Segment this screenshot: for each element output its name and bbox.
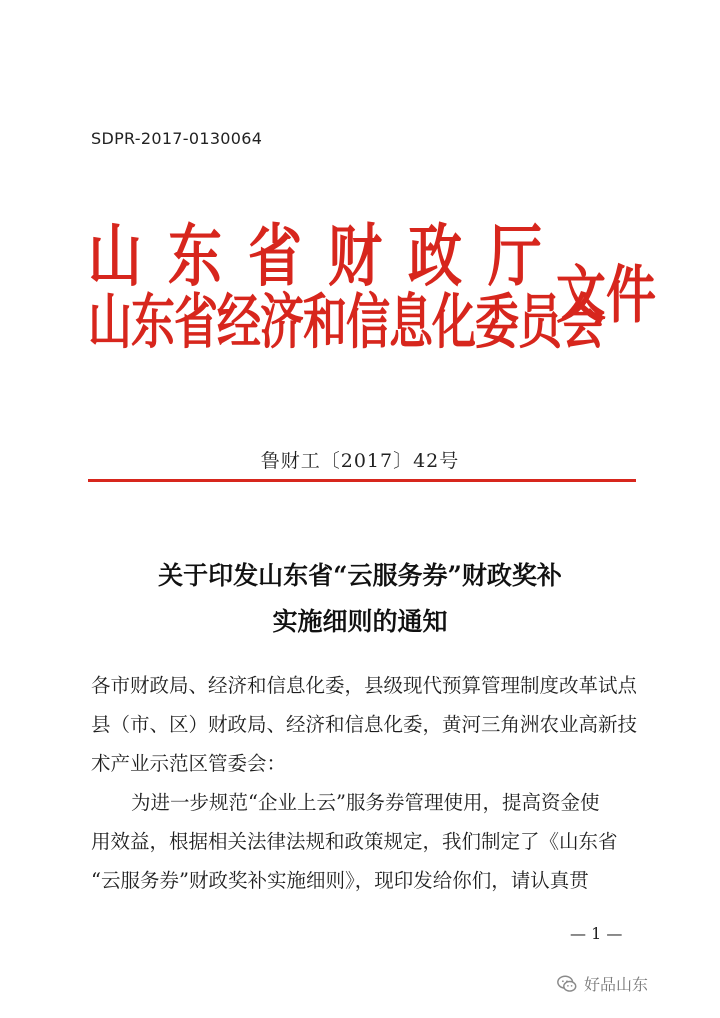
- document-label: 文件: [556, 257, 656, 332]
- authority-line-finance: 山东省财政厅: [88, 215, 568, 296]
- body-line: 为进一步规范“企业上云”服务券管理使用，提高资金使: [131, 791, 600, 814]
- notice-body: [91, 666, 639, 900]
- body-line: 术产业示范区管委会：: [91, 752, 287, 775]
- wechat-icon: [556, 973, 578, 995]
- notice-title: [0, 553, 720, 645]
- body-line: 县（市、区）财政局、经济和信息化委，黄河三角洲农业高新技: [91, 713, 638, 736]
- title-line-2: 实施细则的通知: [272, 607, 448, 636]
- body-line: 用效益，根据相关法律法规和政策规定，我们制定了《山东省: [91, 830, 618, 853]
- red-divider: [88, 479, 636, 482]
- body-line: “云服务券”财政奖补实施细则》，现印发给你们，请认真贯: [91, 869, 589, 892]
- title-line-1: 关于印发山东省“云服务券”财政奖补: [158, 561, 562, 590]
- watermark: [556, 972, 648, 995]
- authority-line-economy: 山东省经济和信息化委员会: [88, 288, 604, 358]
- document-number: 鲁财工〔2017〕42号: [260, 450, 460, 472]
- issuing-authority-header: [88, 215, 656, 372]
- body-line: 各市财政局、经济和信息化委，县级现代预算管理制度改革试点: [91, 674, 638, 697]
- watermark-text: 好品山东: [584, 975, 649, 994]
- page-number: — 1 —: [570, 924, 623, 943]
- document-id: SDPR-2017-0130064: [91, 129, 263, 148]
